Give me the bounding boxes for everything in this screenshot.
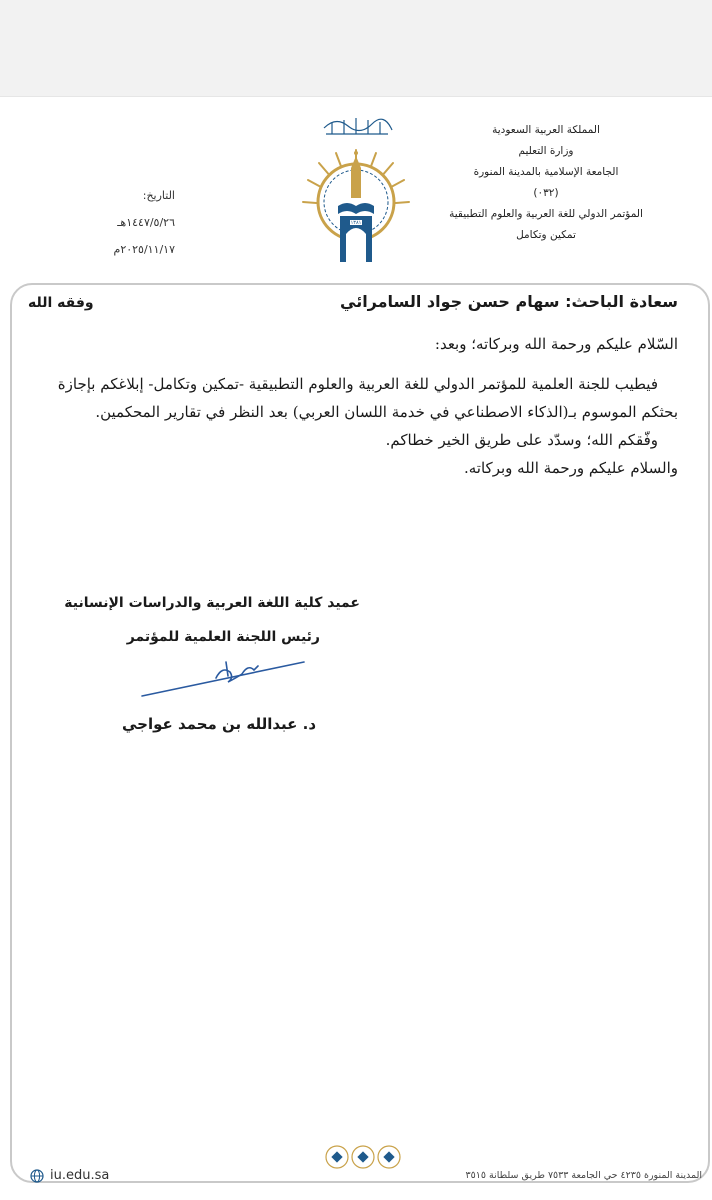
closing-line: والسلام عليكم ورحمة الله وبركاته. <box>464 459 678 477</box>
date-block <box>80 182 175 263</box>
institution-header <box>446 120 646 246</box>
letter-body <box>28 292 678 482</box>
greeting: السّلام عليكم ورحمة الله وبركاته؛ وبعد: <box>434 335 678 353</box>
globe-icon <box>30 1169 44 1183</box>
footer-address: المدينة المنورة ٤٢٣٥ حي الجامعة ٧٥٣٣ طريق سلطانة ٣٥١٥ <box>465 1170 702 1181</box>
wish-line: وفّقكم الله؛ وسدّد على طريق الخير خطاكم. <box>385 431 658 449</box>
body-line-2: بحثكم الموسوم بـ(الذكاء الاصطناعي في خدمة اللسان العربي) بعد النظر في تقارير المحكمين. <box>95 403 678 421</box>
signature-block <box>60 586 360 654</box>
gregorian-date: ٢٠٢٥/١١/١٧م <box>113 243 175 256</box>
handwritten-signature <box>138 656 308 704</box>
signatory-name: د. عبدالله بن محمد عواجي <box>122 715 317 733</box>
header-line-conference: المؤتمر الدولي للغة العربية والعلوم التطبيقية <box>449 208 643 220</box>
addressee: سعادة الباحث: سهام حسن جواد السامرائي <box>340 292 678 311</box>
date-label: التاريخ: <box>142 189 175 202</box>
logo-year: ١٣٨١ <box>350 220 362 226</box>
top-bar <box>0 0 712 97</box>
basmala-calligraphy <box>324 118 392 134</box>
header-line-kingdom: المملكة العربية السعودية <box>492 124 600 136</box>
ornament-icon <box>322 1142 404 1172</box>
body-paragraph <box>28 370 678 482</box>
addressee-blessing: وفقه الله <box>28 295 94 311</box>
footer-website[interactable] <box>30 1168 109 1183</box>
signatory-title-committee: رئيس اللجنة العلمية للمؤتمر <box>126 629 320 645</box>
signatory-title-dean: عميد كلية اللغة العربية والدراسات الإنسانية <box>64 595 360 611</box>
header-line-university: الجامعة الإسلامية بالمدينة المنورة <box>473 166 619 178</box>
website-text[interactable]: iu.edu.sa <box>50 1168 110 1183</box>
minaret <box>351 151 361 198</box>
addressee-row <box>28 292 678 328</box>
header-line-code: (٠٣٢) <box>533 187 559 199</box>
university-logo <box>296 110 416 270</box>
body-line-1: فيطيب للجنة العلمية للمؤتمر الدولي للغة العربية والعلوم التطبيقية -تمكين وتكامل- إبلاغكم بإجازة <box>57 375 658 393</box>
hijri-date: ١٤٤٧/٥/٢٦هـ <box>117 216 175 229</box>
header-line-ministry: وزارة التعليم <box>518 145 574 157</box>
header-line-theme: تمكين وتكامل <box>516 229 576 241</box>
